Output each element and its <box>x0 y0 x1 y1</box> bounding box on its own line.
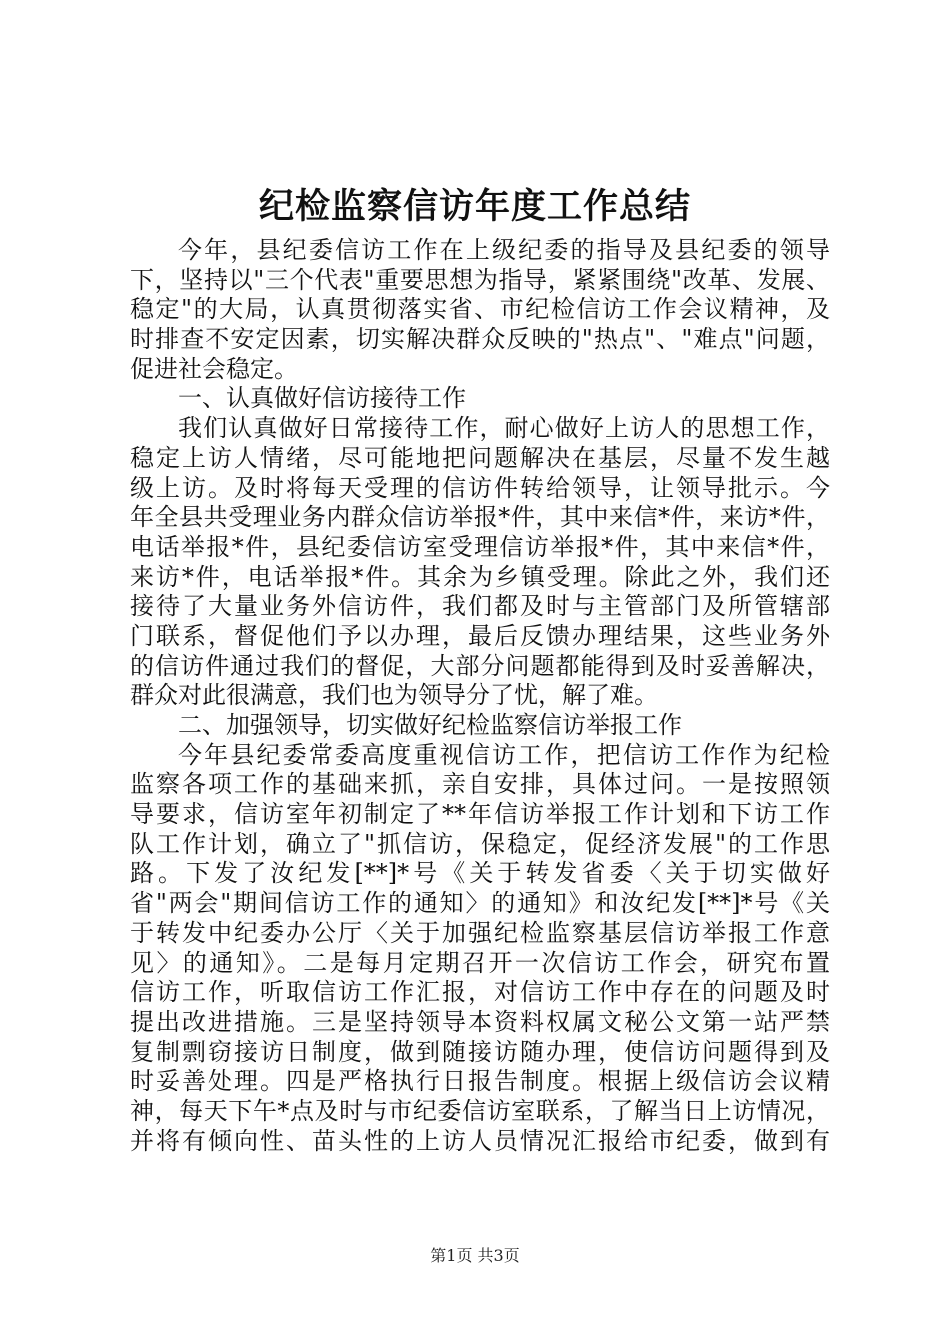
body-line: 信访工作，听取信访工作汇报，对信访工作中存在的问题及时 <box>130 978 830 1007</box>
body-line: 提出改进措施。三是坚持领导本资料权属文秘公文第一站严禁 <box>130 1007 830 1036</box>
section-heading: 二、加强领导，切实做好纪检监察信访举报工作 <box>178 711 682 739</box>
body-line: 下，坚持以"三个代表"重要思想为指导，紧紧围绕"改革、发展、 <box>130 265 830 294</box>
body-line: 队工作计划，确立了"抓信访，保稳定，促经济发展"的工作思 <box>130 829 830 858</box>
body-line: 年全县共受理业务内群众信访举报*件，其中来信*件，来访*件， <box>130 503 830 532</box>
body-line: 复制剽窃接访日制度，做到随接访随办理，使信访问题得到及 <box>130 1037 830 1066</box>
body-line: 时妥善处理。四是严格执行日报告制度。根据上级信访会议精 <box>130 1067 830 1096</box>
body-line: 今年县纪委常委高度重视信访工作，把信访工作作为纪检 <box>178 740 830 769</box>
body-line: 神，每天下午*点及时与市纪委信访室联系，了解当日上访情况， <box>130 1096 830 1125</box>
document-body <box>130 236 830 1156</box>
body-line: 今年，县纪委信访工作在上级纪委的指导及县纪委的领导 <box>178 236 830 264</box>
body-line: 并将有倾向性、苗头性的上访人员情况汇报给市纪委，做到有 <box>130 1126 830 1155</box>
body-line: 来访*件，电话举报*件。其余为乡镇受理。除此之外，我们还 <box>130 562 830 591</box>
page-number-footer: 第1页 共3页 <box>430 1246 520 1265</box>
body-line: 时排查不安定因素，切实解决群众反映的"热点"、"难点"问题， <box>130 325 830 354</box>
body-line: 的信访件通过我们的督促，大部分问题都能得到及时妥善解决， <box>130 651 830 680</box>
body-line: 级上访。及时将每天受理的信访件转给领导，让领导批示。今 <box>130 473 830 502</box>
section-heading: 一、认真做好信访接待工作 <box>178 384 466 413</box>
body-line: 稳定"的大局，认真贯彻落实省、市纪检信访工作会议精神，及 <box>130 295 830 324</box>
body-line: 监察各项工作的基础来抓，亲自安排，具体过问。一是按照领 <box>130 770 830 799</box>
document-title: 纪检监察信访年度工作总结 <box>258 186 691 227</box>
body-line: 门联系，督促他们予以办理，最后反馈办理结果，这些业务外 <box>130 621 830 650</box>
body-line: 于转发中纪委办公厅〈关于加强纪检监察基层信访举报工作意 <box>130 918 830 947</box>
body-line: 省"两会"期间信访工作的通知〉的通知》和汝纪发[**]*号《关 <box>130 889 830 918</box>
body-line: 群众对此很满意，我们也为领导分了忧，解了难。 <box>130 681 658 710</box>
body-line: 导要求，信访室年初制定了**年信访举报工作计划和下访工作 <box>130 800 830 829</box>
body-line: 接待了大量业务外信访件，我们都及时与主管部门及所管辖部 <box>130 592 830 621</box>
body-line: 电话举报*件，县纪委信访室受理信访举报*件，其中来信*件， <box>130 532 830 561</box>
body-line: 我们认真做好日常接待工作，耐心做好上访人的思想工作， <box>178 414 830 443</box>
body-line: 路。下发了汝纪发[**]*号《关于转发省委〈关于切实做好 <box>130 859 830 888</box>
body-line: 见〉的通知》。二是每月定期召开一次信访工作会，研究布置 <box>130 948 830 977</box>
body-line: 促进社会稳定。 <box>130 354 298 383</box>
body-line: 稳定上访人情绪，尽可能地把问题解决在基层，尽量不发生越 <box>130 443 830 472</box>
